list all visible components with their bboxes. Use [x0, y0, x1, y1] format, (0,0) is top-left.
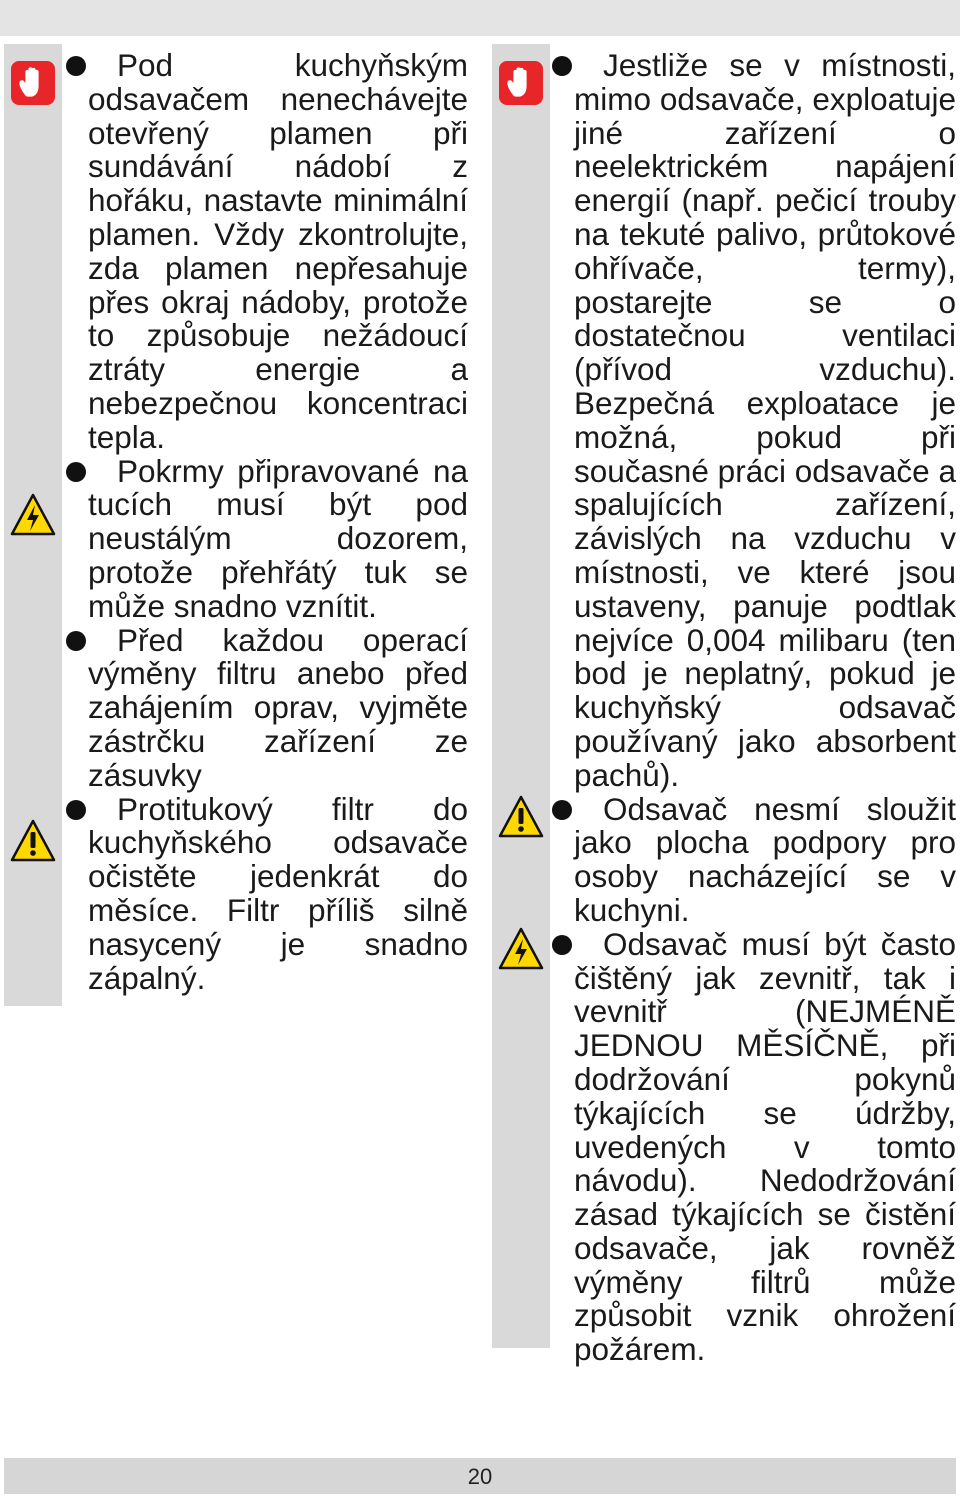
safety-item — [88, 621, 468, 793]
right-icon-bar — [492, 44, 550, 1348]
safety-item-text: Před každou operací výměny filtru anebo před zahájením oprav, vyjměte zástrčku zařízení ze zásuvky — [88, 621, 468, 793]
electric-hazard-icon — [10, 492, 56, 538]
safety-item-text: Pod kuchyňským odsavačem nenechávejte otevřený plamen při sundávání nádobí z hořáku, nastavte minimální plamen. Vždy zkontrolujte, zda plamen nepřesahuje přes okraj nádoby, protože to způsobuje nežádoucí ztráty energie a nebezpečnou koncentraci tepla. — [88, 47, 468, 455]
hand-stop-icon — [10, 60, 56, 106]
exclamation-warning-icon — [10, 818, 56, 864]
safety-item — [574, 49, 956, 793]
safety-item-text: Pokrmy připravované na tucích musí být pod neustálým dozorem, protože přehřátý tuk se může snadno vznítit. — [88, 452, 468, 624]
exclamation-warning-icon — [498, 794, 544, 840]
safety-item — [88, 790, 468, 996]
page-number: 20 — [467, 1464, 493, 1489]
bullet-icon — [66, 462, 86, 482]
page-footer — [4, 1458, 956, 1494]
safety-item — [574, 790, 956, 928]
right-text-column — [574, 49, 956, 1367]
safety-item-text: Odsavač musí být často čištěný jak zevnitř, tak i vevnitř (NEJMÉNĚ JEDNOU MĚSÍČNĚ, při dodržování pokynů týkajících se údržby, uvedených v tomto návodu). Nedodržování zásad týkajících se čistění odsavače, jak rovněž výměny filtrů může způsobit vznik ohrožení požárem. — [574, 925, 956, 1368]
safety-item — [88, 49, 468, 455]
bullet-icon — [66, 800, 86, 820]
hand-stop-icon — [498, 60, 544, 106]
safety-item — [574, 925, 956, 1368]
safety-item-text: Odsavač nesmí sloužit jako plocha podpory pro osoby nacházející se v kuchyni. — [574, 790, 956, 928]
safety-item-text: Protitukový filtr do kuchyňského odsavače očistěte jedenkrát do měsíce. Filtr příliš silně nasycený je snadno zápalný. — [88, 790, 468, 996]
top-band — [0, 0, 960, 36]
safety-item — [88, 452, 468, 624]
bullet-icon — [66, 631, 86, 651]
bullet-icon — [552, 935, 572, 955]
bullet-icon — [66, 56, 86, 76]
bullet-icon — [552, 800, 572, 820]
safety-item-text: Jestliže se v místnosti, mimo odsavače, exploatuje jiné zařízení o neelektrickém napájení energií (např. pečicí trouby na tekuté palivo, průtokové ohřívače, termy), postarejte se o dostatečnou ventilaci (přívod vzduchu). Bezpečná exploatace je možná, pokud při současné práci odsavače a spalujících zařízení, závislých na vzduchu v místnosti, ve které jsou ustaveny, panuje podtlak nejvíce 0,004 milibaru (ten bod je neplatný, pokud je kuchyňský odsavač používaný jako absorbent pachů). — [574, 47, 956, 793]
left-text-column — [88, 49, 468, 995]
bullet-icon — [552, 56, 572, 76]
electric-hazard-icon — [498, 926, 544, 972]
